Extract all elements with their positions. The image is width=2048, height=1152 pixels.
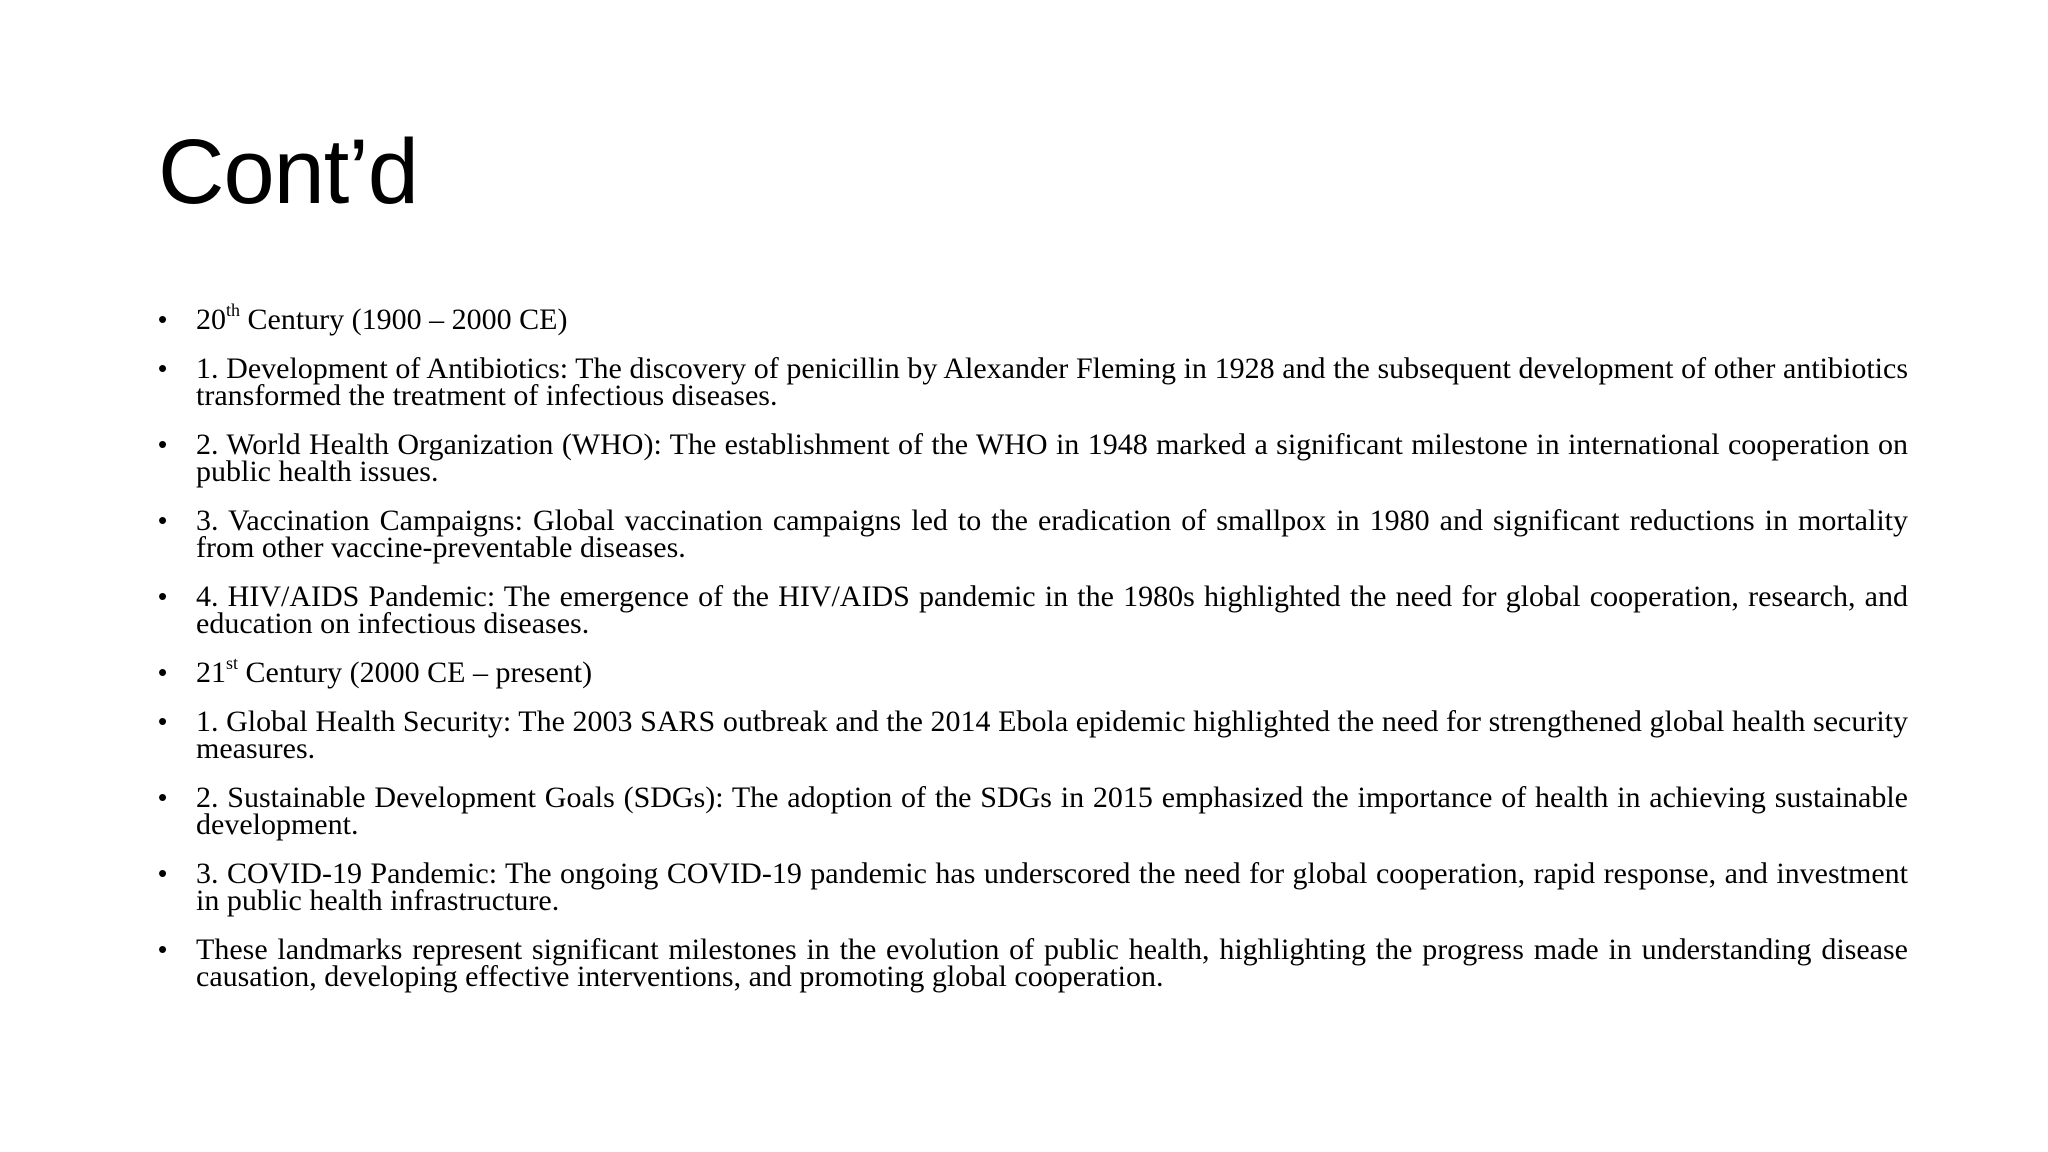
bullet-icon: •: [158, 505, 168, 535]
bullet-icon: •: [158, 782, 168, 812]
bullet-icon: •: [158, 581, 168, 611]
bullet-icon: •: [158, 353, 168, 383]
bullet-text: These landmarks represent significant milestones in the evolution of public health, highlighting the progress made in understanding disease causation, developing effective interventions, and promoting global cooperation.: [196, 933, 1908, 993]
bullet-text: 3. Vaccination Campaigns: Global vaccination campaigns led to the eradication of smallpox in 1980 and significant reductions in mortality from other vaccine-preventable diseases.: [196, 504, 1908, 564]
bullet-icon: •: [158, 934, 168, 964]
list-item: [158, 857, 1908, 917]
bullet-text: 3. COVID-19 Pandemic: The ongoing COVID-19 pandemic has underscored the need for global cooperation, rapid response, and investment in public health infrastructure.: [196, 857, 1908, 917]
bullet-icon: •: [158, 706, 168, 736]
bullet-text: 4. HIV/AIDS Pandemic: The emergence of the HIV/AIDS pandemic in the 1980s highlighted the need for global cooperation, research, and education on infectious diseases.: [196, 580, 1908, 640]
bullet-text: 2. Sustainable Development Goals (SDGs): The adoption of the SDGs in 2015 emphasized the importance of health in achieving sustainable development.: [196, 781, 1908, 841]
bullet-icon: •: [158, 657, 168, 687]
slide-title: Cont’d: [158, 121, 418, 223]
bullet-text: 2. World Health Organization (WHO): The establishment of the WHO in 1948 marked a significant milestone in international cooperation on public health issues.: [196, 428, 1908, 488]
bullet-text: 1. Global Health Security: The 2003 SARS outbreak and the 2014 Ebola epidemic highlighted the need for strengthened global health security measures.: [196, 705, 1908, 765]
list-item: [158, 428, 1908, 488]
bullet-text: 1. Development of Antibiotics: The discovery of penicillin by Alexander Fleming in 1928 and the subsequent development of other antibiotics transformed the treatment of infectious diseases.: [196, 352, 1908, 412]
list-item: [158, 504, 1908, 564]
list-item: [158, 580, 1908, 640]
list-item: [158, 933, 1908, 993]
century-heading-20th: 20th Century (1900 – 2000 CE): [196, 300, 568, 336]
list-item: [158, 653, 1908, 689]
list-item: [158, 781, 1908, 841]
bullet-icon: •: [158, 858, 168, 888]
century-heading-21st: 21st Century (2000 CE – present): [196, 653, 593, 689]
list-item: [158, 300, 1908, 336]
bullet-icon: •: [158, 304, 168, 334]
bullet-list: [158, 300, 1908, 1012]
bullet-icon: •: [158, 429, 168, 459]
list-item: [158, 705, 1908, 765]
list-item: [158, 352, 1908, 412]
